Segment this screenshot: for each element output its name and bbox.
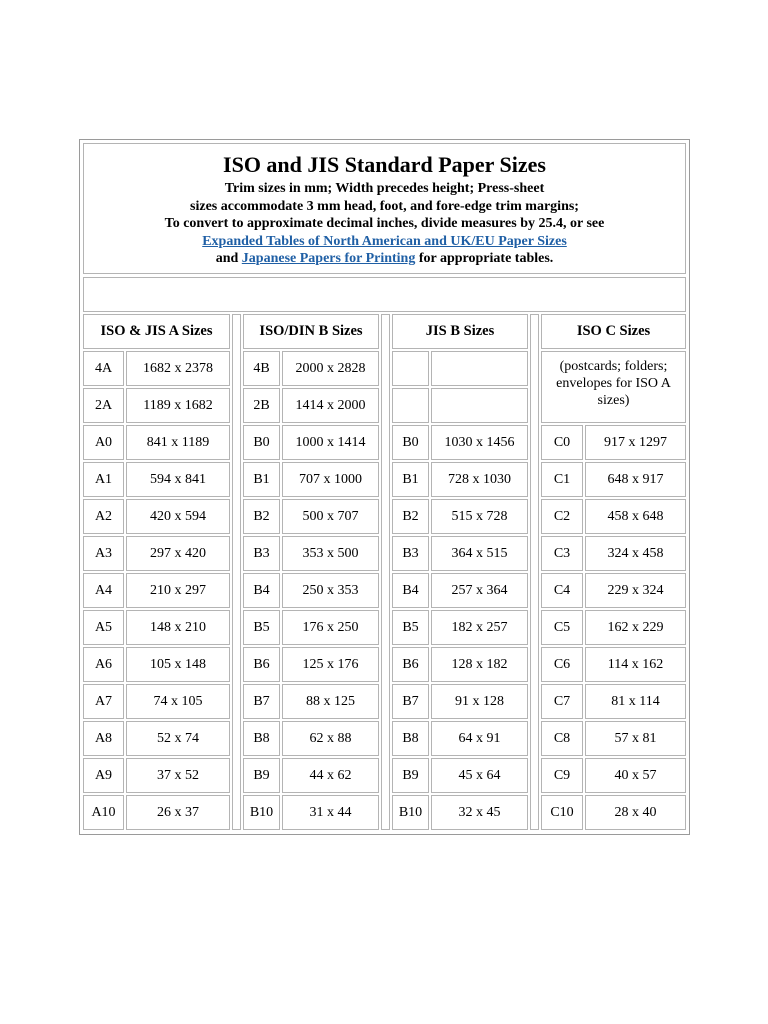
size-label: C2 — [541, 499, 583, 534]
size-label: B7 — [392, 684, 429, 719]
size-label: A1 — [83, 462, 124, 497]
size-dimensions — [431, 351, 528, 386]
size-dimensions: 1030 x 1456 — [431, 425, 528, 460]
size-dimensions: 44 x 62 — [282, 758, 379, 793]
size-label: A9 — [83, 758, 124, 793]
size-dimensions: 458 x 648 — [585, 499, 686, 534]
size-label — [392, 351, 429, 386]
size-dimensions: 128 x 182 — [431, 647, 528, 682]
size-dimensions: 88 x 125 — [282, 684, 379, 719]
column-heading: ISO & JIS A Sizes — [83, 314, 230, 349]
size-label: B4 — [392, 573, 429, 608]
size-dimensions: 74 x 105 — [126, 684, 230, 719]
note-line-2: sizes accommodate 3 mm head, foot, and fore-edge trim margins; — [190, 198, 579, 214]
size-dimensions: 28 x 40 — [585, 795, 686, 830]
size-dimensions: 26 x 37 — [126, 795, 230, 830]
size-label: B5 — [392, 610, 429, 645]
size-dimensions: 81 x 114 — [585, 684, 686, 719]
size-label: B7 — [243, 684, 280, 719]
size-dimensions: 210 x 297 — [126, 573, 230, 608]
empty-row — [83, 277, 686, 312]
japanese-papers-link[interactable]: Japanese Papers for Printing — [241, 251, 416, 266]
size-label: A2 — [83, 499, 124, 534]
size-dimensions: 420 x 594 — [126, 499, 230, 534]
size-label: B0 — [243, 425, 280, 460]
size-label: C7 — [541, 684, 583, 719]
size-dimensions: 648 x 917 — [585, 462, 686, 497]
note-line-3: To convert to approximate decimal inches, divide measures by 25.4, or see — [164, 216, 605, 231]
size-dimensions: 1189 x 1682 — [126, 388, 230, 423]
size-label: B2 — [243, 499, 280, 534]
size-label: 2A — [83, 388, 124, 423]
c-sizes-note: (postcards; folders; envelopes for ISO A sizes) — [541, 351, 686, 423]
size-label: A7 — [83, 684, 124, 719]
size-label: A0 — [83, 425, 124, 460]
size-dimensions: 1000 x 1414 — [282, 425, 379, 460]
column-heading: ISO/DIN B Sizes — [243, 314, 379, 349]
size-label: B3 — [243, 536, 280, 571]
size-dimensions: 162 x 229 — [585, 610, 686, 645]
size-label: A6 — [83, 647, 124, 682]
and-text: and — [215, 251, 239, 266]
size-label — [392, 388, 429, 423]
size-dimensions: 37 x 52 — [126, 758, 230, 793]
size-dimensions: 40 x 57 — [585, 758, 686, 793]
size-label: 4B — [243, 351, 280, 386]
size-dimensions: 1414 x 2000 — [282, 388, 379, 423]
size-dimensions: 707 x 1000 — [282, 462, 379, 497]
size-label: B8 — [392, 721, 429, 756]
size-dimensions: 324 x 458 — [585, 536, 686, 571]
size-label: A10 — [83, 795, 124, 830]
size-dimensions: 176 x 250 — [282, 610, 379, 645]
size-dimensions: 91 x 128 — [431, 684, 528, 719]
column-separator — [381, 314, 390, 830]
size-dimensions: 1682 x 2378 — [126, 351, 230, 386]
size-label: 2B — [243, 388, 280, 423]
size-dimensions: 594 x 841 — [126, 462, 230, 497]
size-label: C1 — [541, 462, 583, 497]
size-label: B6 — [243, 647, 280, 682]
size-label: A8 — [83, 721, 124, 756]
size-label: A3 — [83, 536, 124, 571]
size-dimensions: 297 x 420 — [126, 536, 230, 571]
size-label: C4 — [541, 573, 583, 608]
size-label: B10 — [392, 795, 429, 830]
table-header — [83, 143, 686, 274]
size-dimensions: 917 x 1297 — [585, 425, 686, 460]
size-label: C8 — [541, 721, 583, 756]
size-dimensions: 52 x 74 — [126, 721, 230, 756]
size-label: B8 — [243, 721, 280, 756]
size-label: B6 — [392, 647, 429, 682]
size-dimensions — [431, 388, 528, 423]
size-dimensions: 353 x 500 — [282, 536, 379, 571]
size-label: A4 — [83, 573, 124, 608]
size-dimensions: 45 x 64 — [431, 758, 528, 793]
size-dimensions: 257 x 364 — [431, 573, 528, 608]
size-label: C9 — [541, 758, 583, 793]
size-label: 4A — [83, 351, 124, 386]
note-line-1: Trim sizes in mm; Width precedes height; Press-sheet — [224, 181, 545, 196]
size-dimensions: 62 x 88 — [282, 721, 379, 756]
size-dimensions: 114 x 162 — [585, 647, 686, 682]
size-label: B4 — [243, 573, 280, 608]
size-dimensions: 500 x 707 — [282, 499, 379, 534]
page-title: ISO and JIS Standard Paper Sizes — [223, 152, 546, 177]
size-dimensions: 57 x 81 — [585, 721, 686, 756]
size-label: B9 — [243, 758, 280, 793]
size-dimensions: 32 x 45 — [431, 795, 528, 830]
size-label: C10 — [541, 795, 583, 830]
size-dimensions: 182 x 257 — [431, 610, 528, 645]
size-label: C6 — [541, 647, 583, 682]
column-separator — [232, 314, 241, 830]
size-label: C5 — [541, 610, 583, 645]
size-label: B10 — [243, 795, 280, 830]
expanded-tables-link[interactable]: Expanded Tables of North American and UK/EU Paper Sizes — [202, 233, 567, 249]
size-dimensions: 229 x 324 — [585, 573, 686, 608]
tail-text: for appropriate tables. — [418, 251, 554, 266]
size-dimensions: 728 x 1030 — [431, 462, 528, 497]
size-label: B9 — [392, 758, 429, 793]
column-heading: JIS B Sizes — [392, 314, 528, 349]
size-dimensions: 148 x 210 — [126, 610, 230, 645]
column-heading: ISO C Sizes — [541, 314, 686, 349]
size-dimensions: 364 x 515 — [431, 536, 528, 571]
size-dimensions: 31 x 44 — [282, 795, 379, 830]
size-dimensions: 105 x 148 — [126, 647, 230, 682]
size-label: C3 — [541, 536, 583, 571]
size-dimensions: 250 x 353 — [282, 573, 379, 608]
paper-sizes-table — [79, 139, 690, 835]
size-label: A5 — [83, 610, 124, 645]
size-dimensions: 2000 x 2828 — [282, 351, 379, 386]
size-dimensions: 841 x 1189 — [126, 425, 230, 460]
size-label: B0 — [392, 425, 429, 460]
size-dimensions: 125 x 176 — [282, 647, 379, 682]
size-label: B1 — [392, 462, 429, 497]
size-dimensions: 515 x 728 — [431, 499, 528, 534]
size-label: B5 — [243, 610, 280, 645]
column-separator — [530, 314, 539, 830]
size-label: B1 — [243, 462, 280, 497]
size-label: B2 — [392, 499, 429, 534]
size-label: C0 — [541, 425, 583, 460]
size-label: B3 — [392, 536, 429, 571]
size-dimensions: 64 x 91 — [431, 721, 528, 756]
